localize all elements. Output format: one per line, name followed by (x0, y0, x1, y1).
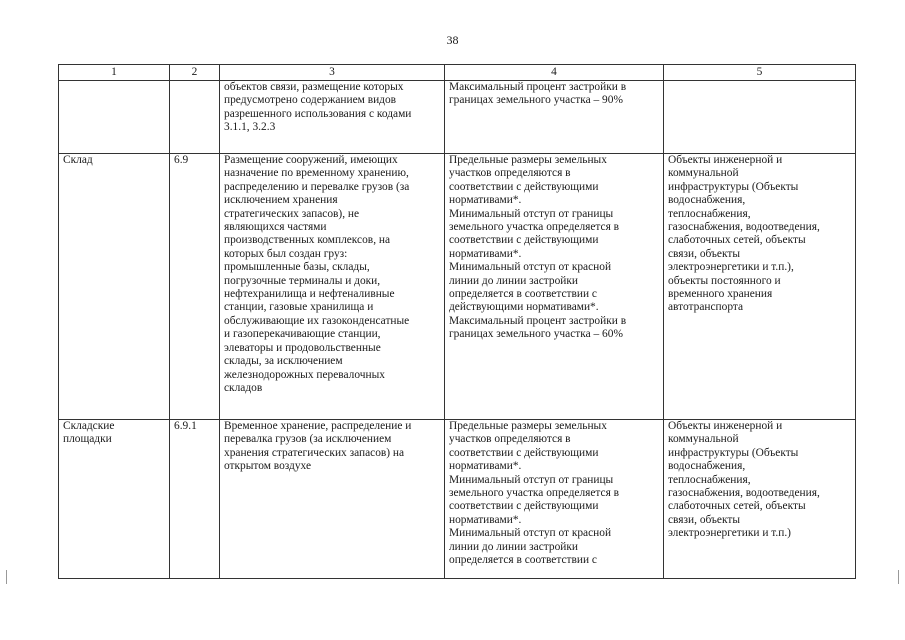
scan-edge-mark-left (6, 570, 7, 584)
column-header-2: 2 (170, 65, 220, 81)
use-description-cell-wrap (220, 420, 445, 579)
use-parameters-cell: Предельные размеры земельных участков определяются в соответствии с действующими нормативами*. Минимальный отступ от границы земельного участка определяется в соответствии с действующими нормативами*. Минимальный отступ от красной линии до линии застройки определяется в соответствии с (449, 420, 620, 567)
use-code-cell (170, 81, 220, 154)
scan-edge-mark-right (898, 570, 899, 584)
table-row (59, 420, 856, 579)
use-name-cell-wrap (59, 420, 170, 579)
auxiliary-uses-cell-wrap (664, 420, 856, 579)
auxiliary-uses-cell: Объекты инженерной и коммунальной инфраструктуры (Объекты водоснабжения, теплоснабжения, газоснабжения, водоотведения, слаботочных сетей, объекты связи, объекты электроэнергетики и т.п.) (668, 420, 820, 540)
use-parameters-cell: Предельные размеры земельных участков определяются в соответствии с действующими нормативами*. Минимальный отступ от границы земельного участка определяется в соответствии с действующими нормативами*. Минимальный отступ от красной линии до линии застройки определяется в соответствии с действующими нормативами*. Максимальный процент застройки в границах земельного участка – 60% (445, 154, 664, 420)
use-code-cell: 6.9 (170, 154, 220, 420)
use-name-cell: Складские площадки (63, 420, 115, 446)
auxiliary-uses-cell: Объекты инженерной и коммунальной инфраструктуры (Объекты водоснабжения, теплоснабжения, газоснабжения, водоотведения, слаботочных сетей, объекты связи, объекты электроэнергетики и т.п.), объекты постоянного и временного хранения автотранспорта (664, 154, 856, 420)
table-row (59, 81, 856, 154)
use-description-cell: Размещение сооружений, имеющих назначение по временному хранению, распределению и перевалке грузов (за исключением хранения стратегических запасов), не являющихся частями производственных комплексов, на которых был создан груз: промышленные базы, склады, погрузочные терминалы и доки, нефтехранилища и нефтеналивные станции, газовые хранилища и обслуживающие их газоконденсатные и газоперекачивающие станции, элеваторы и продовольственные склады, за исключением железнодорожных перевалочных складов (220, 154, 445, 420)
table-row (59, 154, 856, 420)
use-code-cell: 6.9.1 (174, 420, 197, 432)
table-header-row (59, 65, 856, 81)
column-header-4: 4 (445, 65, 664, 81)
column-header-1: 1 (59, 65, 170, 81)
use-description-cell: Временное хранение, распределение и перевалка грузов (за исключением хранения стратегических запасов) на открытом воздухе (224, 420, 412, 473)
page-number: 38 (446, 33, 459, 47)
column-header-5: 5 (664, 65, 856, 81)
column-header-3: 3 (220, 65, 445, 81)
use-parameters-cell-wrap (445, 420, 664, 579)
use-description-cell: объектов связи, размещение которых предусмотрено содержанием видов разрешенного использования с кодами 3.1.1, 3.2.3 (220, 81, 445, 154)
land-use-table (58, 64, 856, 579)
use-name-cell (59, 81, 170, 154)
use-name-cell: Склад (59, 154, 170, 420)
use-parameters-cell: Максимальный процент застройки в границах земельного участка – 90% (445, 81, 664, 154)
use-code-cell-wrap (170, 420, 220, 579)
auxiliary-uses-cell (664, 81, 856, 154)
